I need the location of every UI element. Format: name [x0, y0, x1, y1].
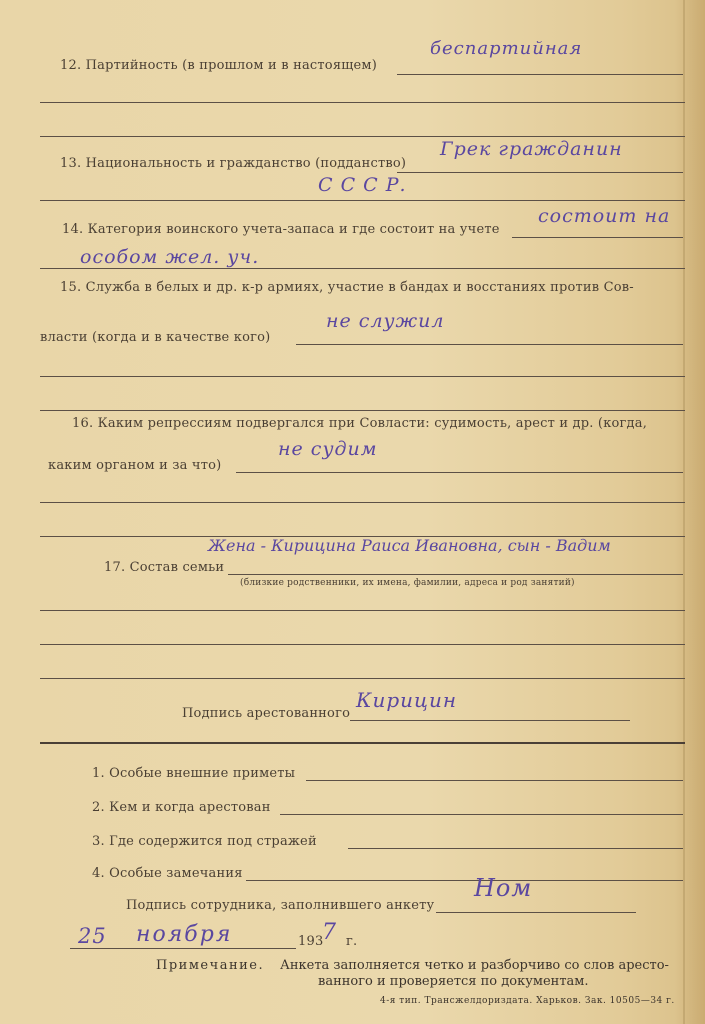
q15-label-1: 15. Служба в белых и др. к-р армиях, участие в бандах и восстаниях против Сов- — [60, 280, 634, 295]
officer-signature-label: Подпись сотрудника, заполнившего анкету — [126, 898, 435, 913]
q13-line — [397, 172, 683, 173]
q13-line-2 — [40, 200, 685, 201]
date-year-handwritten: 7 — [322, 920, 337, 945]
q15-line — [296, 344, 683, 345]
arrested-signature-line — [350, 720, 630, 721]
q12-line — [397, 74, 683, 75]
note-line-1: Анкета заполняется четко и разборчиво со слов аресто- — [280, 958, 669, 973]
arrested-signature-label: Подпись арестованного — [182, 706, 351, 721]
special-marks-line — [306, 780, 683, 781]
date-year-suffix: г. — [346, 934, 358, 949]
q12-answer: беспартийная — [430, 38, 583, 59]
note-line-2: ванного и проверяется по документам. — [318, 974, 589, 989]
q14-answer-2: особом жел. уч. — [80, 246, 260, 268]
q17-line-3 — [40, 644, 685, 645]
section-divider — [40, 742, 685, 744]
page-edge-shadow — [675, 0, 705, 1024]
q14-answer-1: состоит на — [538, 205, 671, 227]
custody-place-line — [348, 848, 683, 849]
q15-line-2 — [40, 376, 685, 377]
q16-label-1: 16. Каким репрессиям подвергался при Совласти: судимость, арест и др. (когда, — [72, 416, 648, 431]
officer-signature-line — [436, 912, 636, 913]
q13-answer-1: Грек гражданин — [440, 138, 623, 160]
special-marks-label: 1. Особые внешние приметы — [92, 766, 296, 781]
q15-label-2: власти (когда и в качестве кого) — [40, 330, 271, 345]
arrested-by-label: 2. Кем и когда арестован — [92, 800, 271, 815]
q12-line-3 — [40, 136, 685, 137]
special-notes-line — [246, 880, 683, 881]
special-notes-label: 4. Особые замечания — [92, 866, 243, 881]
q14-line — [512, 237, 683, 238]
q15-line-3 — [40, 410, 685, 411]
q12-label: 12. Партийность (в прошлом и в настоящем) — [60, 58, 377, 73]
custody-place-label: 3. Где содержится под стражей — [92, 834, 317, 849]
note-title: Примечание. — [156, 958, 265, 973]
officer-signature: Ном — [474, 874, 533, 902]
q17-line-4 — [40, 678, 685, 679]
q15-answer: не служил — [326, 310, 445, 332]
q16-label-2: каким органом и за что) — [48, 458, 222, 473]
page-fold — [683, 0, 685, 1024]
arrested-signature: Кирицин — [356, 688, 458, 712]
q13-label: 13. Национальность и гражданство (подданство) — [60, 156, 407, 171]
q17-line — [228, 574, 683, 575]
arrested-by-line — [280, 814, 683, 815]
q14-line-2 — [40, 268, 685, 269]
printer-imprint: 4-я тип. Трансжелдориздата. Харьков. Зак. 10505—34 г. — [380, 996, 675, 1006]
q17-hint: (близкие родственники, их имена, фамилии, адреса и род занятий) — [240, 578, 575, 588]
date-year-printed: 193 — [298, 934, 324, 949]
q16-line — [236, 472, 683, 473]
date-month: ноября — [136, 922, 233, 947]
q16-line-2 — [40, 502, 685, 503]
q17-line-2 — [40, 610, 685, 611]
q17-label: 17. Состав семьи — [104, 560, 225, 575]
q16-answer: не судим — [278, 438, 378, 460]
q13-answer-2: С С С Р. — [318, 174, 407, 196]
q12-line-2 — [40, 102, 685, 103]
q14-label: 14. Категория воинского учета-запаса и где состоит на учете — [62, 222, 500, 237]
date-day: 25 — [78, 924, 107, 948]
q17-answer: Жена - Кирицина Раиса Ивановна, сын - Вадим — [208, 536, 611, 555]
date-line — [70, 948, 296, 949]
